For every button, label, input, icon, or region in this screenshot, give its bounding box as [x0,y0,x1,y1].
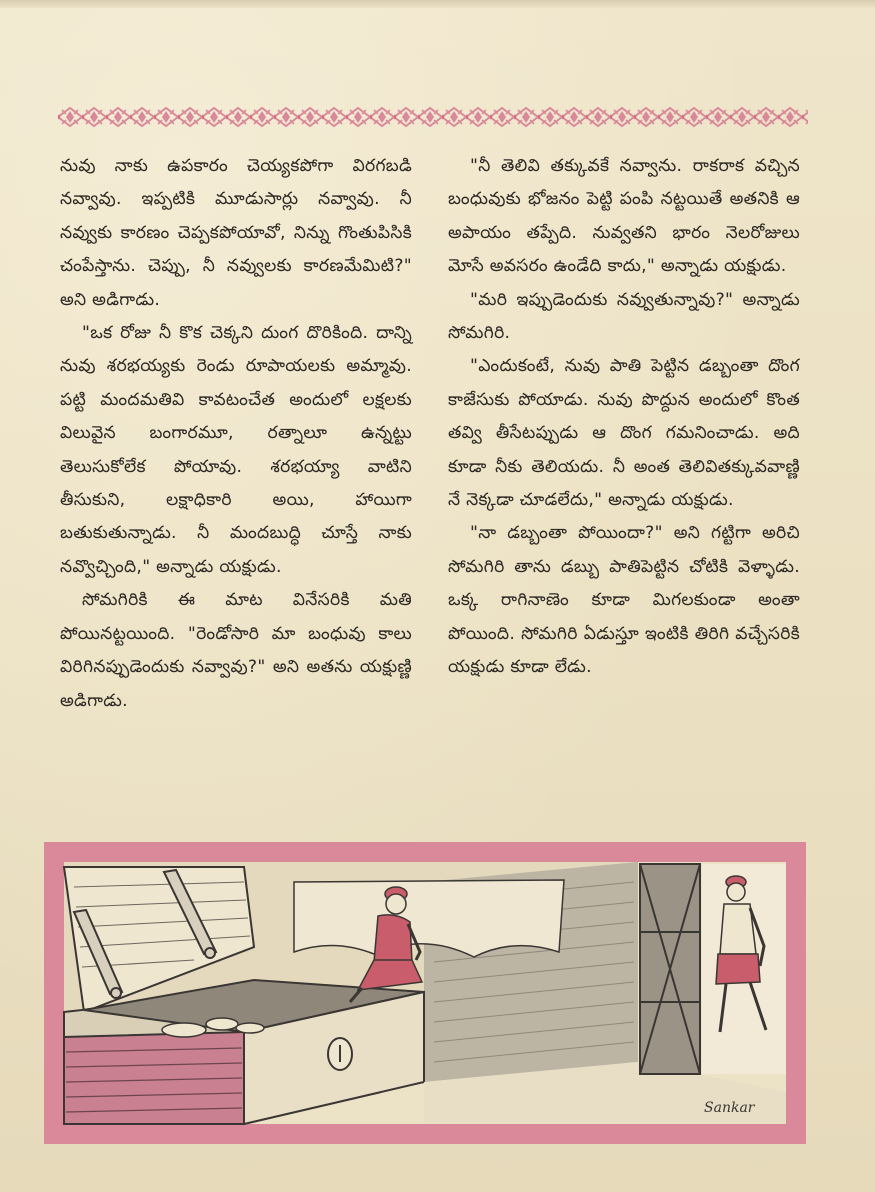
story-paragraph: "ఒక రోజు నీ కొక చెక్కని దుంగ దొరికింది. దాన్ని నువు శరభయ్యకు రెండు రూపాయలకు అమ్మావు. పట్టి మందమతివి కావటంచేత అందులో లక్షలకు విలువైన బంగారమూ, రత్నాలూ ఉన్నట్టు తెలుసుకోలేక పోయావు. శరభయ్యా వాటిని తీసుకుని, లక్షాధికారి అయి, హాయిగా బతుకుతున్నాడు. నీ మందబుద్ధి చూస్తే నాకు నవ్వొచ్చింది," అన్నాడు యక్షుడు. [60,323,412,577]
left-text-column [60,150,412,718]
artist-signature: Sankar [704,1100,755,1116]
illustration-drawing [44,842,806,1144]
ornament-pattern [58,100,808,134]
story-paragraph: "నీ తెలివి తక్కువకే నవ్వాను. రాకరాక వచ్చిన బంధువుకు భోజనం పెట్టి పంపి నట్టయితే అతనికి ఆ అపాయం తప్పేది. నువ్వతని భారం నెలరోజులు మోసే అవసరం ఉండేది కాదు," అన్నాడు యక్షుడు. [448,156,800,277]
story-paragraph: "నా డబ్బంతా పోయిందా?" అని గట్టిగా అరిచి సోమగిరి తాను డబ్బు పాతిపెట్టిన చోటికి వెళ్ళాడు. ఒక్క రాగినాణెం కూడా మిగలకుండా అంతా పోయింది. సోమగిరి ఏడుస్తూ ఇంటికి తిరిగి వచ్చేసరికి యక్షుడు కూడా లేడు. [448,523,800,678]
story-illustration [44,842,806,1144]
right-text-column [448,150,800,685]
decorative-border [58,100,808,134]
page-top-edge [0,0,875,8]
story-paragraph: "మరి ఇప్పుడెందుకు నవ్వుతున్నావు?" అన్నాడు సోమగిరి. [448,289,800,344]
story-paragraph: నువు నాకు ఉపకారం చెయ్యకపోగా విరగబడి నవ్వావు. ఇప్పటికి మూడుసార్లు నవ్వావు. నీ నవ్వుకు కారణం చెప్పకపోయావో, నిన్ను గొంతుపిసికి చంపేస్తాను. చెప్పు, నీ నవ్వులకు కారణమేమిటి?" అని అడిగాడు. [60,156,412,310]
story-paragraph: "ఎందుకంటే, నువు పాతి పెట్టిన డబ్బంతా దొంగ కాజేసుకు పోయాడు. నువు పొద్దున అందులో కొంత తవ్వి తీసేటప్పుడు ఆ దొంగ గమనించాడు. అది కూడా నీకు తెలియదు. నీ అంత తెలివితక్కువవాణ్ణి నే నెక్కడా చూడలేదు," అన్నాడు యక్షుడు. [448,356,800,511]
story-paragraph: సోమగిరికి ఈ మాట వినేసరికి మతి పోయినట్టయింది. "రెండోసారి మా బంధువు కాలు విరిగినప్పుడెందుకు నవ్వావు?" అని అతను యక్షుణ్ణి అడిగాడు. [60,590,412,711]
